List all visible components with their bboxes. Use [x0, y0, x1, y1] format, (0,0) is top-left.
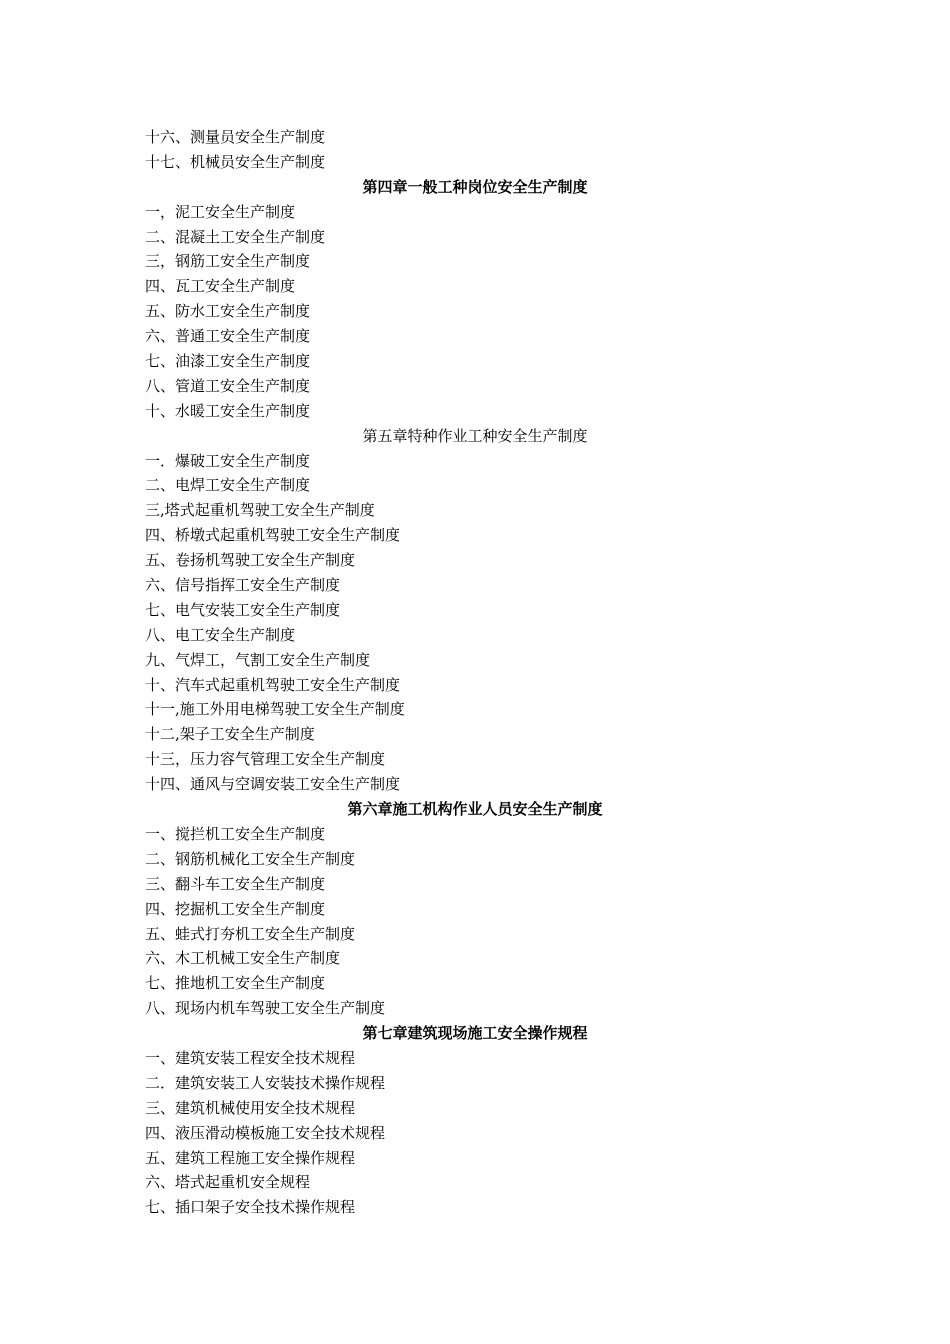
list-item-text: 十、水暖工安全生产制度 [145, 401, 311, 420]
list-item-text: 七、插口架子安全技术操作规程 [145, 1198, 356, 1217]
chapter-heading [0, 175, 950, 200]
chapter-heading [0, 797, 950, 822]
list-item [0, 772, 950, 797]
list-item [0, 946, 950, 971]
list-item [0, 1121, 950, 1146]
chapter-heading [0, 424, 950, 449]
chapter-heading-text: 第七章建筑现场施工安全操作规程 [362, 1024, 588, 1043]
list-item-text: 七、油漆工安全生产制度 [145, 352, 311, 371]
list-item-text: 十六、测量员安全生产制度 [145, 128, 326, 146]
list-item-text: 五、卷扬机驾驶工安全生产制度 [145, 551, 356, 570]
list-item-text: 五、蛙式打夯机工安全生产制度 [145, 924, 356, 943]
list-item-text: 八、管道工安全生产制度 [145, 376, 311, 395]
list-item-text: 二．建筑安装工人安装技术操作规程 [145, 1073, 386, 1092]
list-item [0, 523, 950, 548]
list-item-text: 九、气焊工，气割工安全生产制度 [145, 650, 371, 669]
list-item [0, 274, 950, 299]
list-item-text: 十三，压力容气管理工安全生产制度 [145, 750, 386, 769]
list-item [0, 1096, 950, 1121]
list-item [0, 1146, 950, 1171]
list-item-text: 七、电气安装工安全生产制度 [145, 600, 341, 619]
list-item-text: 二、电焊工安全生产制度 [145, 476, 311, 495]
list-item-text: 三,塔式起重机驾驶工安全生产制度 [145, 501, 375, 520]
list-item-text: 五、建筑工程施工安全操作规程 [145, 1148, 356, 1167]
list-item [0, 324, 950, 349]
list-item-text: 三、建筑机械使用安全技术规程 [145, 1098, 356, 1117]
list-item [0, 623, 950, 648]
list-item-text: 二、混凝土工安全生产制度 [145, 227, 326, 246]
list-item-text: 一、建筑安装工程安全技术规程 [145, 1048, 356, 1067]
list-item [0, 897, 950, 922]
list-item-text: 十一,施工外用电梯驾驶工安全生产制度 [145, 700, 405, 719]
list-item [0, 225, 950, 250]
list-item [0, 971, 950, 996]
list-item-text: 三、翻斗车工安全生产制度 [145, 874, 326, 893]
list-item [0, 673, 950, 698]
list-item-text: 三，钢筋工安全生产制度 [145, 252, 311, 271]
list-item-text: 一．爆破工安全生产制度 [145, 451, 311, 470]
list-item [0, 847, 950, 872]
chapter-heading [0, 1021, 950, 1046]
list-item [0, 498, 950, 523]
chapter-heading-text: 第六章施工机构作业人员安全生产制度 [347, 800, 603, 819]
list-item-text: 八、现场内机车驾驶工安全生产制度 [145, 999, 386, 1018]
list-item [0, 449, 950, 474]
list-item-text: 十、汽车式起重机驾驶工安全生产制度 [145, 675, 401, 694]
list-item-text: 十二,架子工安全生产制度 [145, 725, 315, 744]
list-item-text: 四、挖掘机工安全生产制度 [145, 899, 326, 918]
list-item-text: 一、搅拦机工安全生产制度 [145, 824, 326, 843]
list-item [0, 125, 950, 150]
list-item-text: 六、塔式起重机安全规程 [145, 1173, 311, 1192]
list-item-text: 十四、通风与空调安装工安全生产制度 [145, 775, 401, 794]
list-item-text: 六、木工机械工安全生产制度 [145, 949, 341, 968]
list-item-text: 八、电工安全生产制度 [145, 625, 296, 644]
chapter-heading-text: 第五章特种作业工种安全生产制度 [362, 426, 588, 445]
list-item [0, 922, 950, 947]
list-item [0, 747, 950, 772]
list-item-text: 六、普通工安全生产制度 [145, 327, 311, 346]
list-item-text: 六、信号指挥工安全生产制度 [145, 576, 341, 595]
list-item [0, 1195, 950, 1220]
list-item [0, 1046, 950, 1071]
list-item [0, 996, 950, 1021]
list-item [0, 374, 950, 399]
list-item-text: 一，泥工安全生产制度 [145, 202, 296, 221]
list-item-text: 四、瓦工安全生产制度 [145, 277, 296, 296]
list-item [0, 598, 950, 623]
list-item [0, 697, 950, 722]
list-item-text: 十七、机械员安全生产制度 [145, 152, 326, 171]
document-page [0, 125, 950, 1220]
list-item [0, 1170, 950, 1195]
list-item [0, 822, 950, 847]
list-item [0, 399, 950, 424]
list-item [0, 722, 950, 747]
list-item [0, 872, 950, 897]
list-item [0, 573, 950, 598]
list-item [0, 349, 950, 374]
list-item [0, 473, 950, 498]
list-item-text: 七、推地机工安全生产制度 [145, 974, 326, 993]
list-item-text: 五、防水工安全生产制度 [145, 302, 311, 321]
list-item [0, 548, 950, 573]
list-item [0, 299, 950, 324]
chapter-heading-text: 第四章一般工种岗位安全生产制度 [362, 177, 588, 196]
list-item [0, 648, 950, 673]
list-item-text: 四、桥墩式起重机驾驶工安全生产制度 [145, 526, 401, 545]
list-item-text: 四、液压滑动模板施工安全技术规程 [145, 1123, 386, 1142]
list-item [0, 150, 950, 175]
list-item [0, 1071, 950, 1096]
list-item-text: 二、钢筋机械化工安全生产制度 [145, 849, 356, 868]
list-item [0, 200, 950, 225]
list-item [0, 249, 950, 274]
